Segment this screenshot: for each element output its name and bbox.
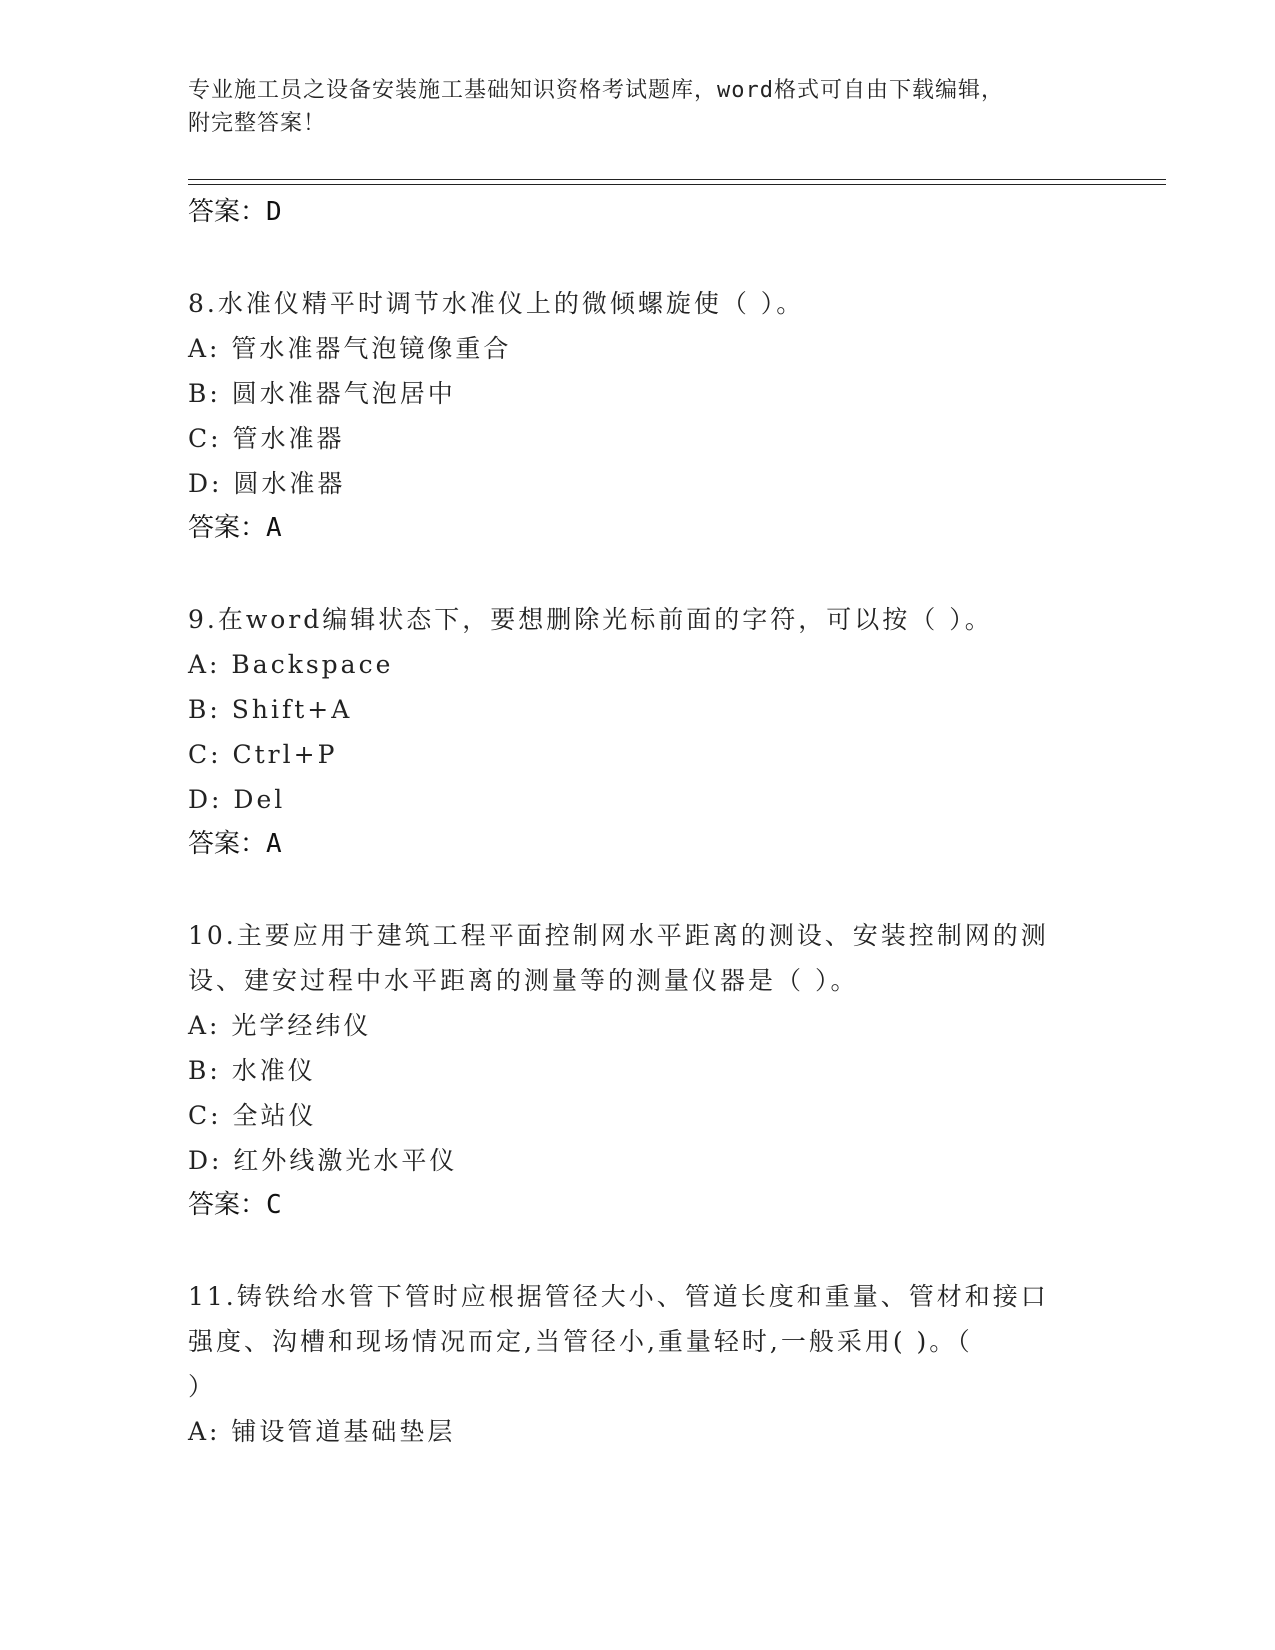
- question-line: 9.在word编辑状态下，要想删除光标前面的字符，可以按（ ）。: [188, 605, 993, 634]
- question-line: ）: [188, 1372, 217, 1401]
- question-line: 8.水准仪精平时调节水准仪上的微倾螺旋使（ ）。: [188, 289, 805, 318]
- option-c: C: 管水准器: [188, 424, 345, 453]
- option-a: A: 管水准器气泡镜像重合: [188, 334, 512, 363]
- question-text: [188, 281, 1088, 326]
- option-d: D: 红外线激光水平仪: [188, 1146, 458, 1175]
- question-block: [188, 913, 1088, 1227]
- document-header: [188, 74, 1088, 140]
- question-block: [188, 1274, 1088, 1454]
- answer-line: 答案：D: [188, 197, 282, 227]
- question-text: [188, 1274, 1088, 1409]
- option-c: C: Ctrl+P: [188, 740, 338, 769]
- answer-line: 答案：C: [188, 1190, 282, 1220]
- option-a: A: 铺设管道基础垫层: [188, 1417, 456, 1446]
- header-line-1: 专业施工员之设备安装施工基础知识资格考试题库，word格式可自由下载编辑，: [188, 78, 1004, 103]
- option-b: B: 圆水准器气泡居中: [188, 379, 456, 408]
- option-a: A: Backspace: [188, 650, 394, 679]
- question-line: 11.铸铁给水管下管时应根据管径大小、管道长度和重量、管材和接口: [188, 1282, 1049, 1311]
- option-d: D: 圆水准器: [188, 469, 346, 498]
- answer-line: 答案：A: [188, 513, 282, 543]
- question-block: [188, 597, 1088, 866]
- option-d: D: Del: [188, 785, 286, 814]
- option-b: B: 水准仪: [188, 1056, 316, 1085]
- option-a: A: 光学经纬仪: [188, 1011, 372, 1040]
- header-divider-top: [188, 179, 1166, 180]
- question-line: 设、建安过程中水平距离的测量等的测量仪器是（ ）。: [188, 966, 859, 995]
- question-line: 强度、沟槽和现场情况而定,当管径小,重量轻时,一般采用( )。（: [188, 1327, 973, 1356]
- header-divider-bottom: [188, 184, 1166, 185]
- question-line: 10.主要应用于建筑工程平面控制网水平距离的测设、安装控制网的测: [188, 921, 1049, 950]
- question-list: [188, 190, 1088, 1454]
- answer-line: 答案：A: [188, 829, 282, 859]
- question-text: [188, 913, 1088, 1003]
- option-c: C: 全站仪: [188, 1101, 317, 1130]
- question-block: [188, 281, 1088, 550]
- header-line-2: 附完整答案！: [188, 111, 327, 136]
- option-b: B: Shift+A: [188, 695, 353, 724]
- question-text: [188, 597, 1088, 642]
